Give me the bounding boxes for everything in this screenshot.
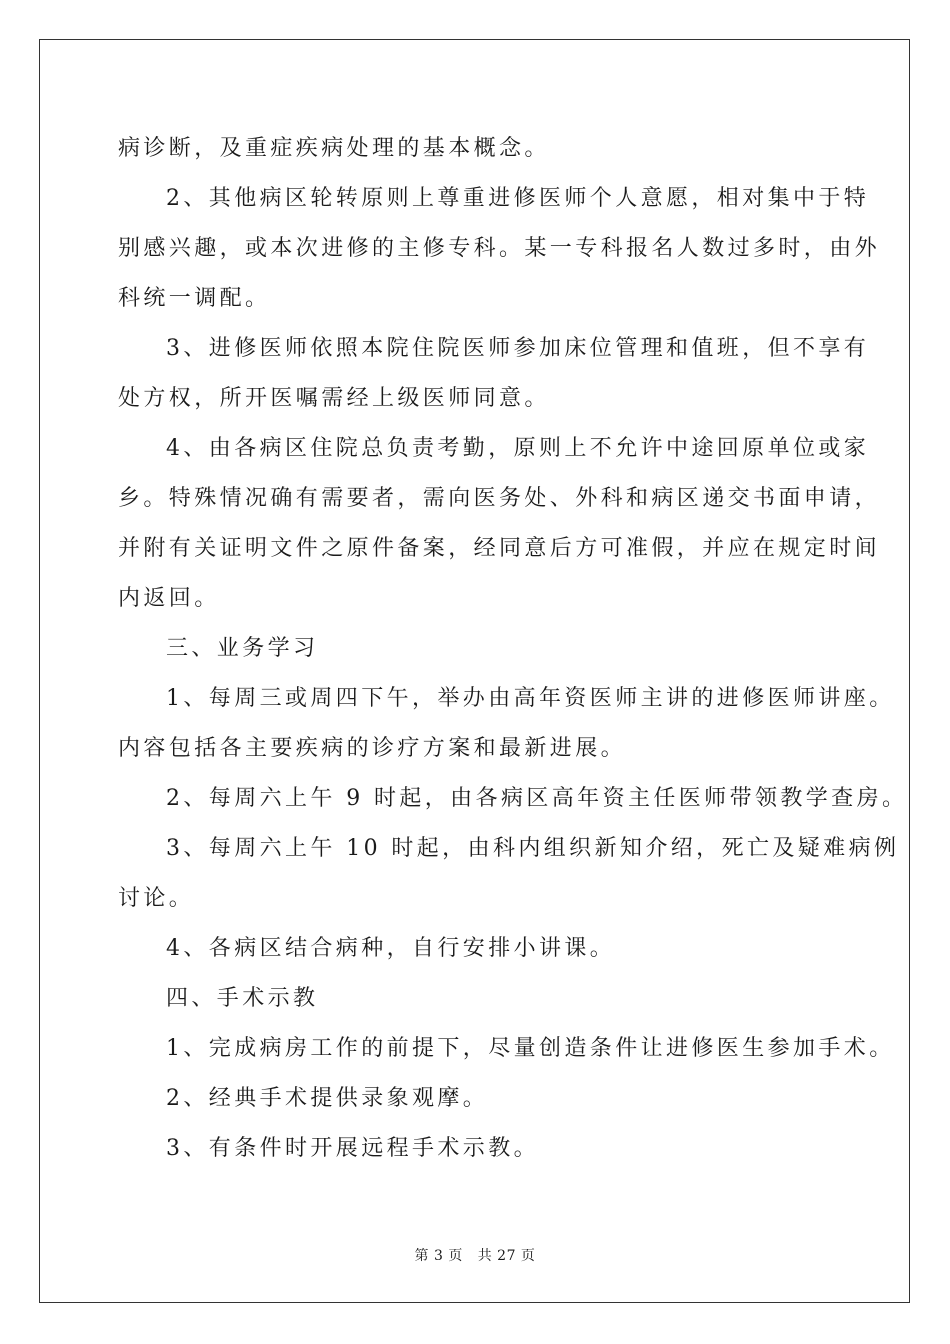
text-line: 2、经典手术提供录象观摩。 [166, 1086, 489, 1111]
text-line: 4、由各病区住院总负责考勤，原则上不允许中途回原单位或家 [166, 436, 870, 461]
text-line: 3、进修医师依照本院住院医师参加床位管理和值班，但不享有 [166, 336, 870, 361]
text-line: 1、完成病房工作的前提下，尽量创造条件让进修医生参加手术。 [166, 1036, 895, 1061]
page-number: 第 3 页 [414, 1248, 463, 1264]
text-line: 四、手术示教 [166, 986, 319, 1011]
text-line: 病诊断，及重症疾病处理的基本概念。 [118, 136, 550, 161]
text-line: 2、每周六上午 9 时起，由各病区高年资主任医师带领教学查房。 [166, 786, 908, 811]
text-line: 3、有条件时开展远程手术示教。 [166, 1136, 539, 1161]
text-line: 2、其他病区轮转原则上尊重进修医师个人意愿，相对集中于特 [166, 186, 870, 211]
text-line: 讨论。 [118, 886, 195, 911]
text-line: 内容包括各主要疾病的诊疗方案和最新进展。 [118, 736, 627, 761]
text-line: 乡。特殊情况确有需要者，需向医务处、外科和病区递交书面申请， [118, 486, 881, 511]
text-line: 并附有关证明文件之原件备案，经同意后方可准假，并应在规定时间 [118, 536, 881, 561]
text-line: 三、业务学习 [166, 636, 319, 661]
page-total: 共 27 页 [477, 1248, 536, 1264]
text-line: 科统一调配。 [118, 286, 271, 311]
text-line: 3、每周六上午 10 时起，由科内组织新知介绍，死亡及疑难病例 [166, 836, 900, 861]
text-line: 处方权，所开医嘱需经上级医师同意。 [118, 386, 550, 411]
text-line: 内返回。 [118, 586, 220, 611]
text-line: 4、各病区结合病种，自行安排小讲课。 [166, 936, 616, 961]
page-footer [0, 1245, 950, 1265]
text-line: 别感兴趣，或本次进修的主修专科。某一专科报名人数过多时，由外 [118, 236, 881, 261]
text-line: 1、每周三或周四下午，举办由高年资医师主讲的进修医师讲座。 [166, 686, 895, 711]
document-body [118, 124, 908, 1174]
